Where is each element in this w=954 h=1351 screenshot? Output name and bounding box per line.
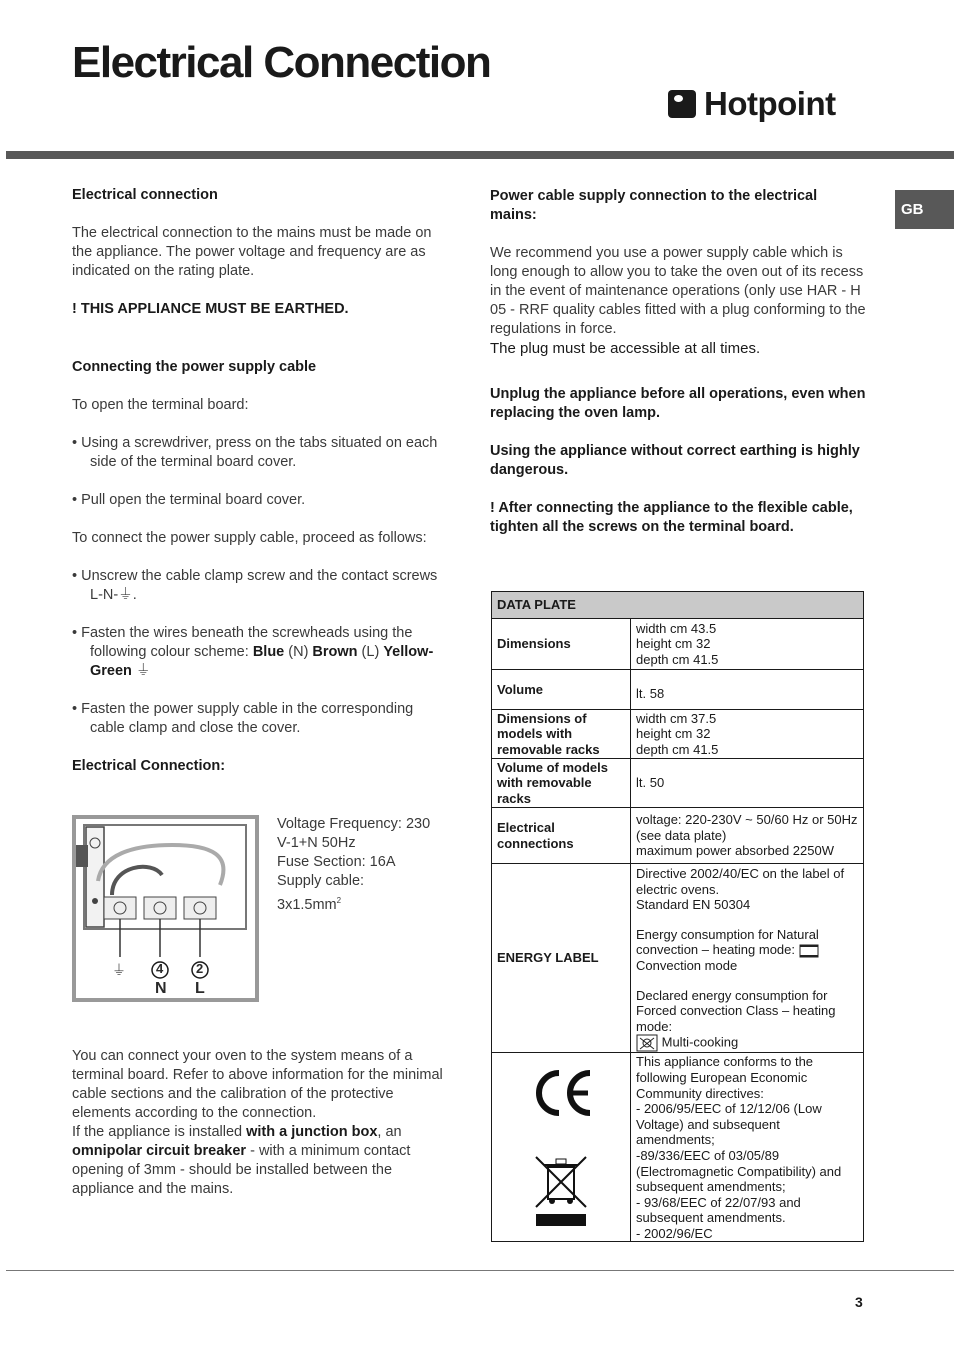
ce-weee-marks (526, 1061, 596, 1211)
row-key: Volume of models with removable racks (492, 759, 631, 808)
electrical-specs (277, 815, 449, 915)
spec-line: Voltage Frequency: 230 (277, 816, 431, 832)
table-title: DATA PLATE (492, 592, 864, 619)
data-plate-table (491, 591, 864, 1242)
footer-rule (6, 1270, 954, 1271)
multi-cooking-icon (636, 1034, 658, 1052)
table-row (492, 670, 864, 710)
terminal-label-l: L (195, 980, 205, 997)
table-row-energy (492, 864, 864, 1053)
section-heading: Power cable supply connection to the electrical mains: (490, 188, 818, 223)
row-value: width cm 37.5 height cm 32 depth cm 41.5 (631, 710, 864, 759)
row-value: lt. 58 (631, 670, 864, 710)
row-value: lt. 50 (631, 759, 864, 808)
table-row (492, 710, 864, 759)
brand-mark-icon (668, 90, 696, 118)
table-row (492, 619, 864, 670)
paragraph: To open the terminal board: (72, 397, 249, 413)
hotpoint-logo (668, 86, 836, 122)
paragraph: The electrical connection to the mains must be made on the appliance. The power voltage and frequency are as indicated on the rating plate. (72, 225, 432, 279)
page-title: Electrical Connection (72, 38, 491, 87)
directives-text: This appliance conforms to the following European Economic Community directives: - 2006/95/EEC of 12/12/06 (Low Voltage) and subsequent amendments; -89/336/EEC of 03/05/89 (Electromagnetic Compatibility) and subsequent amendments; - 93/68/EEC of 22/07/93 and subsequent amendments. - 2002/96/EC (631, 1053, 864, 1242)
earth-warning: ! THIS APPLIANCE MUST BE EARTHED. (72, 301, 349, 317)
brand-name: Hotpoint (704, 85, 836, 122)
page-number: 3 (855, 1294, 863, 1310)
paragraph: You can connect your oven to the system means of a terminal board. Refer to above information for the minimal cable sections and the calibration of the protective elements according to the connection. (72, 1048, 443, 1121)
row-value: width cm 43.5 height cm 32 depth cm 41.5 (631, 619, 864, 670)
section-heading: Electrical Connection: (72, 758, 226, 774)
bullet-item: • Unscrew the cable clamp screw and the contact screws L-N-⏚. (72, 568, 438, 603)
ce-mark-icon (539, 1073, 590, 1113)
section-heading: Electrical connection (72, 187, 218, 203)
row-key: Electrical connections (492, 808, 631, 864)
earth-symbol: ⏚ (112, 962, 126, 978)
row-key: Volume (492, 670, 631, 710)
paragraph: The plug must be accessible at all times. (490, 340, 761, 357)
spec-line: Fuse Section: 16A (277, 854, 396, 870)
warning: Using the appliance without correct earthing is highly dangerous. (490, 443, 860, 478)
certification-marks (492, 1053, 631, 1242)
bullet-item: • Pull open the terminal board cover. (72, 492, 306, 508)
table-row-ce (492, 1053, 864, 1242)
right-column (490, 187, 866, 537)
spec-line: V-1+N 50Hz (277, 835, 356, 851)
paragraph: We recommend you use a power supply cable which is long enough to allow you to take the oven out of its recess in the event of maintenance operations (only use HAR - H 05 - RRF quality cables fitted with a plug conforming to the regulations in force. (490, 245, 866, 337)
paragraph: To connect the power supply cable, proceed as follows: (72, 530, 427, 546)
table-row (492, 759, 864, 808)
paragraph: If the appliance is installed with a junction box, an omnipolar circuit breaker - with a minimum contact opening of 3mm - should be installed between the appliance and the mains. (72, 1124, 411, 1197)
spec-line: Supply cable: (277, 873, 365, 889)
row-key: ENERGY LABEL (492, 864, 631, 1053)
left-column (72, 186, 448, 776)
convection-mode-icon (799, 944, 819, 958)
warning: Unplug the appliance before all operations, even when replacing the oven lamp. (490, 386, 866, 421)
terminal-board-diagram (72, 815, 259, 1002)
weee-bar-icon (536, 1214, 586, 1226)
bullet-item: • Fasten the power supply cable in the corresponding cable clamp and close the cover. (72, 701, 414, 736)
row-value: voltage: 220-230V ~ 50/60 Hz or 50Hz (see data plate) maximum power absorbed 2250W (631, 808, 864, 864)
weee-bin-icon (536, 1157, 586, 1207)
spec-line: $3x1.5mm^2$ (277, 896, 342, 913)
row-value: Directive 2002/40/EC on the label of electric ovens. Standard EN 50304 Energy consumption for Natural convection – heating mode: Convection mode Declared energy consumption for Forced convection Class – heating mode: Multi-cooking (631, 864, 864, 1053)
language-tab: GB (895, 190, 954, 229)
junction-paragraph (72, 1047, 448, 1199)
terminal-number-l: 2 (196, 961, 204, 976)
table-row (492, 808, 864, 864)
bullet-item-colours: • Fasten the wires beneath the screwheads using the following colour scheme: Blue (N) Brown (L) Yellow-Green ⏚ (72, 625, 434, 679)
section-heading: Connecting the power supply cable (72, 359, 317, 375)
row-key: Dimensions (492, 619, 631, 670)
terminal-label-n: N (155, 980, 167, 997)
row-key: Dimensions of models with removable racks (492, 710, 631, 759)
table-header (492, 592, 864, 619)
terminal-number-n: 4 (156, 961, 164, 976)
warning: ! After connecting the appliance to the flexible cable, tighten all the screws on the terminal board. (490, 500, 853, 535)
header-divider (6, 151, 954, 159)
bullet-item: • Using a screwdriver, press on the tabs situated on each side of the terminal board cover. (72, 435, 438, 470)
